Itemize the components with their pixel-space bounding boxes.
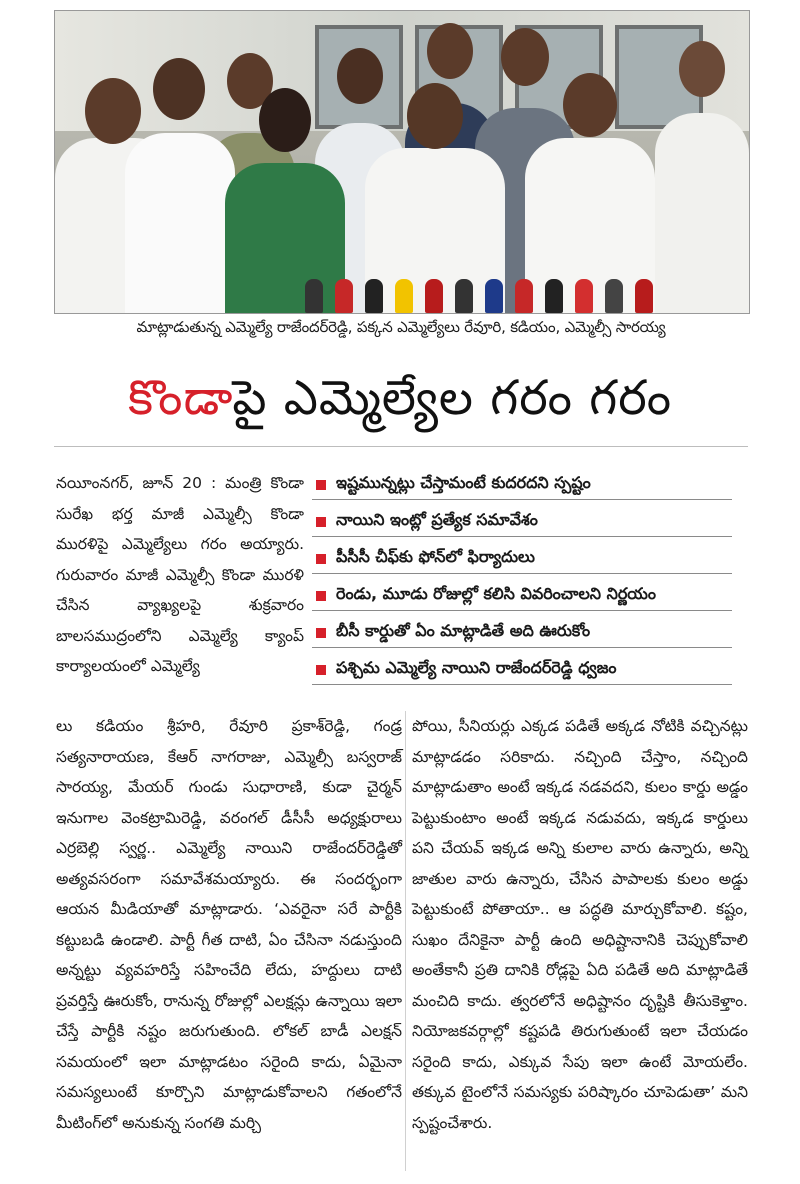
article-paragraph: పోయి, సీనియర్లు ఎక్కడ పడితే అక్కడ నోటికి వచ్చినట్లు మాట్లాడడం సరికాదు. నచ్చింది చేస్తాం, నచ్చింది మాట్లాడుతాం అంటే ఇక్కడ నడవదని, కులం కార్డు అడ్డం పెట్టుకుంటాం అంటే ఇక్కడ నడువదు, ఇక్కడ కార్డులు పని చేయవ్ ఇక్కడ అన్ని కులాల వారు ఉన్నారు, అన్ని జాతుల వారు ఉన్నారు, చేసిన పాపాలకు కులం అడ్డు పెట్టుకుంటే పోతాయా.. ఆ పద్ధతి మార్చుకోవాలి. కష్టం, సుఖం దేనికైనా పార్టీ ఉంది అధిష్టానానికి చెప్పుకోవాలి అంతేకానీ ప్రతి దానికి రోడ్లపై ఏది పడితే అది మాట్లాడితే మంచిది కాదు. త్వరలోనే అధిష్టానం దృష్టికి తీసుకెళ్తాం. నియోజకవర్గాల్లో కష్టపడి తిరుగుతుంటే ఇలా చేయడం సరైంది కాదు, ఎక్కువ సేపు ఇలా ఉంటే మోయలేం. తక్కువ టైంలోనే సమస్యకు పరిష్కారం చూపెడుతా’ మని స్పష్టంచేశారు. (412, 717, 748, 1132)
highlight-item (312, 544, 732, 574)
highlight-text: పశ్చిమ ఎమ్మెల్యే నాయిని రాజేందర్‌రెడ్డి ధ్వజం (336, 658, 617, 677)
bullet-square-icon (316, 628, 326, 638)
highlight-text: పీసీసీ చీఫ్‌కు ఫోన్‌లో ఫిర్యాదులు (336, 547, 535, 566)
article-column-right (412, 711, 748, 1138)
highlight-text: రెండు, మూడు రోజుల్లో కలిసి వివరించాలని నిర్ణయం (336, 584, 656, 603)
bullet-square-icon (316, 517, 326, 527)
headline-black-part: పై ఎమ్మెల్యేల గరం గరం (232, 370, 673, 426)
highlight-text: నాయిని ఇంట్లో ప్రత్యేక సమావేశం (336, 510, 538, 529)
highlight-item (312, 470, 732, 500)
bullet-square-icon (316, 554, 326, 564)
highlight-text: ఇష్టమున్నట్లు చేస్తామంటే కుదరదని స్పష్టం (336, 473, 591, 492)
highlight-item (312, 507, 732, 537)
bullet-square-icon (316, 665, 326, 675)
highlight-item (312, 618, 732, 648)
bullet-square-icon (316, 591, 326, 601)
article-column-intro (56, 468, 304, 682)
headline-red-part: కొండా (127, 370, 233, 426)
photo-caption: మాట్లాడుతున్న ఎమ్మెల్యే రాజేందర్‌రెడ్డి, పక్కన ఎమ్మెల్యేలు రేవూరి, కడియం, ఎమ్మెల్సీ సారయ్య (136, 318, 666, 336)
press-meet-photo (54, 10, 750, 314)
column-divider (405, 711, 406, 1171)
article-column-left (56, 711, 402, 1138)
highlight-item (312, 581, 732, 611)
microphones (295, 273, 675, 313)
article-paragraph: నయీంనగర్, జూన్ 20 : మంత్రి కొండా సురేఖ భర్త మాజీ ఎమ్మెల్సీ కొండా మురళిపై ఎమ్మెల్యేలు గరం అయ్యారు. గురువారం మాజీ ఎమ్మెల్సీ కొండా మురళి చేసిన వ్యాఖ్యలపై శుక్రవారం బాలసముద్రంలోని ఎమ్మెల్యే క్యాంప్ కార్యాలయంలో ఎమ్మెల్యే (56, 474, 304, 675)
article-paragraph: లు కడియం శ్రీహరి, రేవూరి ప్రకాశ్‌రెడ్డి, గండ్ర సత్యనారాయణ, కేఆర్ నాగరాజు, ఎమ్మెల్సీ బస్వరాజ్ సారయ్య, మేయర్ గుండు సుధారాణి, కుడా చైర్మన్ ఇనుగాల వెంకట్రామిరెడ్డి, వరంగల్ డీసీసీ అధ్యక్షురాలు ఎర్రబెల్లి స్వర్ణ.. ఎమ్మెల్యే నాయిని రాజేందర్‌రెడ్డితో అత్యవసరంగా సమావేశమయ్యారు. ఈ సందర్భంగా ఆయన మీడియాతో మాట్లాడారు. ‘ఎవరైనా సరే పార్టీకి కట్టుబడి ఉండాలి. పార్టీ గీత దాటి, ఏం చేసినా నడుస్తుంది అన్నట్టు వ్యవహరిస్తే సహించేది లేదు, హద్దులు దాటి ప్రవర్తిస్తే ఊరుకోం, రానున్న రోజుల్లో ఎలక్షన్లు ఉన్నాయి ఇలా చేస్తే పార్టీకి నష్టం జరుగుతుంది. లోకల్ బాడీ ఎలక్షన్ సమయంలో ఇలా మాట్లాడటం సరైంది కాదు, ఏమైనా సమస్యలుంటే కూర్చొని మాట్లాడుకోవాలని గతంలోనే మీటింగ్‌లో అనుకున్న సంగతి మర్చి (56, 717, 402, 1132)
headline (40, 358, 760, 438)
bullet-square-icon (316, 480, 326, 490)
highlights-list (312, 470, 732, 692)
highlight-text: బీసీ కార్డుతో ఏం మాట్లాడితే అది ఊరుకోం (336, 621, 591, 640)
highlight-item (312, 655, 732, 685)
headline-rule (54, 446, 748, 447)
